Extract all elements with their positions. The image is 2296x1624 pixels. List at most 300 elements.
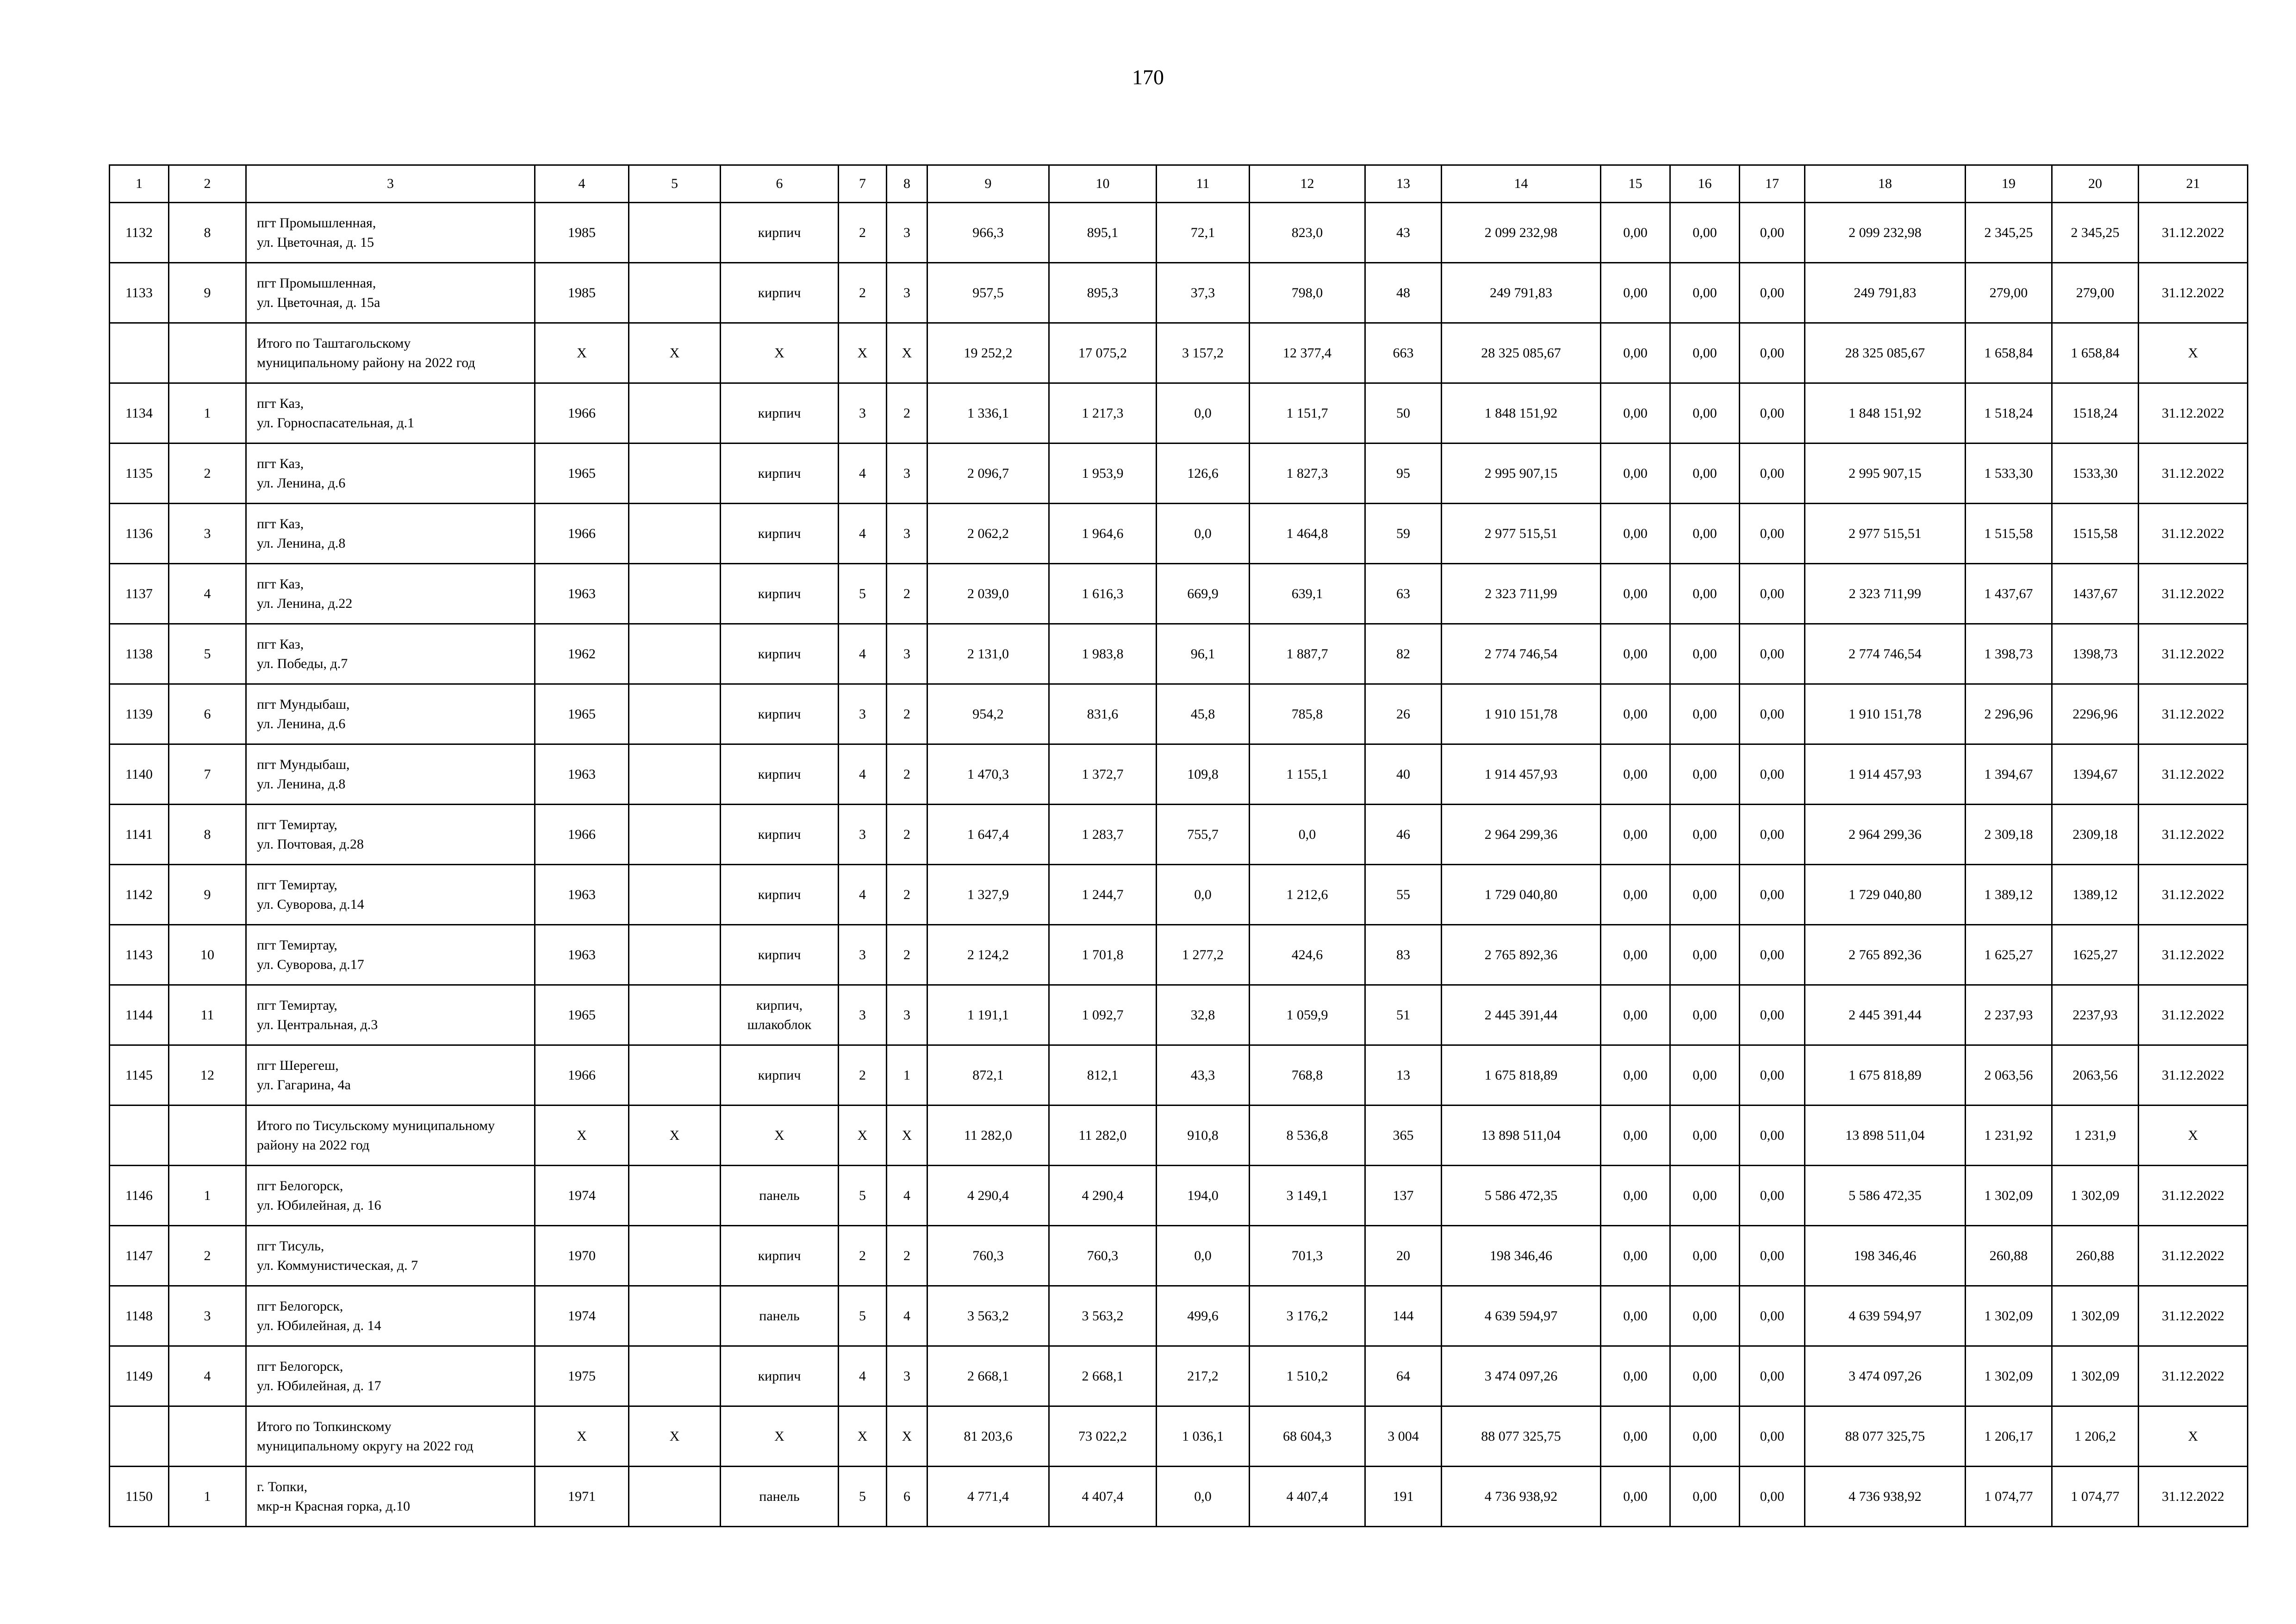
table-cell: X <box>629 1106 721 1166</box>
table-row <box>110 624 2248 684</box>
table-cell: 1149 <box>110 1346 169 1406</box>
table-cell <box>629 443 721 504</box>
table-cell: 0,00 <box>1670 1226 1740 1286</box>
table-cell: кирпич, шлакоблок <box>721 985 839 1045</box>
table-cell: 2 237,93 <box>1966 985 2052 1045</box>
table-cell: X <box>629 323 721 383</box>
table-cell: 1974 <box>535 1286 629 1346</box>
table-cell: X <box>839 1406 887 1467</box>
table-cell: 51 <box>1365 985 1442 1045</box>
table-cell: 4 290,4 <box>1049 1166 1157 1226</box>
table-cell: 2 096,7 <box>927 443 1049 504</box>
table-cell: 872,1 <box>927 1045 1049 1106</box>
table-cell: 2 <box>839 203 887 263</box>
table-cell: 0,00 <box>1740 865 1805 925</box>
table-cell: кирпич <box>721 865 839 925</box>
table-cell: 3 563,2 <box>927 1286 1049 1346</box>
table-cell: 1 302,09 <box>1966 1166 2052 1226</box>
table-cell: 2 964 299,36 <box>1805 805 1966 865</box>
table-row <box>110 925 2248 985</box>
table-cell: 0,00 <box>1670 985 1740 1045</box>
table-cell: 31.12.2022 <box>2139 1166 2248 1226</box>
table-cell: 5 586 472,35 <box>1442 1166 1601 1226</box>
table-cell: 1 206,2 <box>2052 1406 2139 1467</box>
table-cell: 4 639 594,97 <box>1805 1286 1966 1346</box>
table-cell: 1965 <box>535 985 629 1045</box>
table-cell: 260,88 <box>1966 1226 2052 1286</box>
table-cell: 0,00 <box>1601 805 1670 865</box>
table-cell: 0,00 <box>1670 1286 1740 1346</box>
table-cell: X <box>535 1406 629 1467</box>
table-cell: 1 372,7 <box>1049 744 1157 805</box>
table-cell: 2 <box>887 383 927 443</box>
table-cell: 31.12.2022 <box>2139 564 2248 624</box>
table-row <box>110 1045 2248 1106</box>
table-cell: 1966 <box>535 1045 629 1106</box>
table-cell <box>629 624 721 684</box>
table-cell: пгт Каз, ул. Победы, д.7 <box>246 624 535 684</box>
table-cell: X <box>721 1106 839 1166</box>
table-cell: 3 157,2 <box>1157 323 1250 383</box>
table-cell: 2 <box>169 443 246 504</box>
table-cell: 0,00 <box>1670 1166 1740 1226</box>
table-cell <box>629 504 721 564</box>
table-cell: 0,00 <box>1601 1346 1670 1406</box>
column-number-cell: 7 <box>839 165 887 203</box>
table-cell: 831,6 <box>1049 684 1157 744</box>
table-cell: 2 063,56 <box>1966 1045 2052 1106</box>
table-cell: 0,00 <box>1601 985 1670 1045</box>
table-cell: 11 282,0 <box>927 1106 1049 1166</box>
table-cell: 0,00 <box>1740 203 1805 263</box>
table-cell: 1 983,8 <box>1049 624 1157 684</box>
table-cell: кирпич <box>721 1226 839 1286</box>
table-cell: 1 398,73 <box>1966 624 2052 684</box>
table-cell: 4 736 938,92 <box>1442 1467 1601 1527</box>
table-cell: 1142 <box>110 865 169 925</box>
table-cell: пгт Промышленная, ул. Цветочная, д. 15а <box>246 263 535 323</box>
table-cell: 0,0 <box>1157 1467 1250 1527</box>
table-cell: 1 464,8 <box>1250 504 1365 564</box>
table-cell: 4 <box>887 1286 927 1346</box>
table-cell: 2309,18 <box>2052 805 2139 865</box>
table-cell: пгт Белогорск, ул. Юбилейная, д. 14 <box>246 1286 535 1346</box>
table-cell: 1 675 818,89 <box>1805 1045 1966 1106</box>
table-cell: 1 910 151,78 <box>1442 684 1601 744</box>
table-cell: 2 039,0 <box>927 564 1049 624</box>
table-row <box>110 263 2248 323</box>
table-cell: 137 <box>1365 1166 1442 1226</box>
table-cell: 5 <box>169 624 246 684</box>
table-cell: 2 <box>887 925 927 985</box>
table-cell: 46 <box>1365 805 1442 865</box>
table-cell: 2 062,2 <box>927 504 1049 564</box>
table-cell: 31.12.2022 <box>2139 684 2248 744</box>
table-cell: 17 075,2 <box>1049 323 1157 383</box>
table-cell: 2 765 892,36 <box>1442 925 1601 985</box>
table-cell: 1 910 151,78 <box>1805 684 1966 744</box>
table-cell: 0,0 <box>1157 383 1250 443</box>
table-cell: 760,3 <box>1049 1226 1157 1286</box>
table-row <box>110 564 2248 624</box>
table-cell: 2 323 711,99 <box>1805 564 1966 624</box>
table-cell: 2 296,96 <box>1966 684 2052 744</box>
table-cell: 1134 <box>110 383 169 443</box>
table-cell: Итого по Тисульскому муниципальному району на 2022 год <box>246 1106 535 1166</box>
table-cell: 1 206,17 <box>1966 1406 2052 1467</box>
table-cell: 2 668,1 <box>1049 1346 1157 1406</box>
table-cell: 0,00 <box>1601 1106 1670 1166</box>
table-cell: 6 <box>887 1467 927 1527</box>
table-cell: 0,00 <box>1670 1045 1740 1106</box>
table-cell: 249 791,83 <box>1805 263 1966 323</box>
table-cell: 1971 <box>535 1467 629 1527</box>
table-cell: 895,1 <box>1049 203 1157 263</box>
table-cell: панель <box>721 1166 839 1226</box>
table-cell: пгт Темиртау, ул. Почтовая, д.28 <box>246 805 535 865</box>
table-cell <box>629 1467 721 1527</box>
table-cell: 31.12.2022 <box>2139 1467 2248 1527</box>
table-cell: 1 092,7 <box>1049 985 1157 1045</box>
table-cell <box>629 684 721 744</box>
table-cell: 1139 <box>110 684 169 744</box>
table-row <box>110 1226 2248 1286</box>
table-cell: 1394,67 <box>2052 744 2139 805</box>
table-cell: 2 <box>887 805 927 865</box>
table-cell: 2 <box>887 865 927 925</box>
table-cell: 0,00 <box>1670 925 1740 985</box>
table-cell: 13 898 511,04 <box>1805 1106 1966 1166</box>
table-cell: 3 <box>887 1346 927 1406</box>
table-cell: кирпич <box>721 744 839 805</box>
table-cell: кирпич <box>721 383 839 443</box>
table-cell: 31.12.2022 <box>2139 443 2248 504</box>
table-cell: 0,00 <box>1670 203 1740 263</box>
table-cell: 4 <box>839 1346 887 1406</box>
table-cell: 5 <box>839 1166 887 1226</box>
table-cell: 31.12.2022 <box>2139 744 2248 805</box>
table-cell: X <box>2139 1406 2248 1467</box>
table-cell: 1137 <box>110 564 169 624</box>
register-table <box>109 164 2248 1527</box>
table-cell: 249 791,83 <box>1442 263 1601 323</box>
table-cell: пгт Шерегеш, ул. Гагарина, 4а <box>246 1045 535 1106</box>
table-cell: 144 <box>1365 1286 1442 1346</box>
table-cell <box>629 263 721 323</box>
table-cell: 1 914 457,93 <box>1442 744 1601 805</box>
table-cell: 2 099 232,98 <box>1442 203 1601 263</box>
table-row <box>110 684 2248 744</box>
table-cell: 96,1 <box>1157 624 1250 684</box>
table-cell: 812,1 <box>1049 1045 1157 1106</box>
table-cell: пгт Каз, ул. Ленина, д.6 <box>246 443 535 504</box>
table-cell: 0,00 <box>1740 564 1805 624</box>
table-cell <box>629 1045 721 1106</box>
table-cell: 4 771,4 <box>927 1467 1049 1527</box>
table-cell: 31.12.2022 <box>2139 985 2248 1045</box>
table-cell: 1 887,7 <box>1250 624 1365 684</box>
table-cell: 1 302,09 <box>1966 1346 2052 1406</box>
table-cell: 1 701,8 <box>1049 925 1157 985</box>
column-number-cell: 19 <box>1966 165 2052 203</box>
table-cell: 0,00 <box>1601 865 1670 925</box>
table-cell: 0,00 <box>1601 443 1670 504</box>
table-cell <box>629 865 721 925</box>
table-cell: кирпич <box>721 263 839 323</box>
table-cell: 0,00 <box>1670 504 1740 564</box>
table-cell: 1 151,7 <box>1250 383 1365 443</box>
table-cell <box>629 805 721 865</box>
table-cell: 28 325 085,67 <box>1805 323 1966 383</box>
table-cell: 1985 <box>535 203 629 263</box>
table-cell: 9 <box>169 263 246 323</box>
table-cell: X <box>839 1106 887 1166</box>
table-cell: 5 <box>839 564 887 624</box>
table-cell: 1 <box>169 1467 246 1527</box>
table-cell: 0,00 <box>1601 1226 1670 1286</box>
table-cell: 11 282,0 <box>1049 1106 1157 1166</box>
table-cell: 2 <box>887 744 927 805</box>
table-cell: 768,8 <box>1250 1045 1365 1106</box>
column-number-cell: 13 <box>1365 165 1442 203</box>
table-cell: 4 <box>839 744 887 805</box>
table-cell: 0,00 <box>1601 1406 1670 1467</box>
table-cell: 954,2 <box>927 684 1049 744</box>
table-cell: 3 <box>887 203 927 263</box>
table-cell: 1 647,4 <box>927 805 1049 865</box>
table-cell: 1 533,30 <box>1966 443 2052 504</box>
table-cell: 1389,12 <box>2052 865 2139 925</box>
table-cell: 895,3 <box>1049 263 1157 323</box>
table-cell: 88 077 325,75 <box>1805 1406 1966 1467</box>
table-cell: X <box>2139 323 2248 383</box>
table-cell: 0,00 <box>1740 504 1805 564</box>
table-cell: 31.12.2022 <box>2139 1045 2248 1106</box>
table-cell: панель <box>721 1467 839 1527</box>
table-cell: пгт Темиртау, ул. Центральная, д.3 <box>246 985 535 1045</box>
table-cell: 1 191,1 <box>927 985 1049 1045</box>
table-cell: 0,00 <box>1601 624 1670 684</box>
table-cell: X <box>721 323 839 383</box>
table-cell: 2063,56 <box>2052 1045 2139 1106</box>
column-number-cell: 21 <box>2139 165 2248 203</box>
table-cell: 198 346,46 <box>1442 1226 1601 1286</box>
table-cell: 194,0 <box>1157 1166 1250 1226</box>
table-cell: 1 074,77 <box>1966 1467 2052 1527</box>
table-cell: 1398,73 <box>2052 624 2139 684</box>
table-cell: 910,8 <box>1157 1106 1250 1166</box>
table-cell: X <box>887 1106 927 1166</box>
table-cell: панель <box>721 1286 839 1346</box>
table-cell: 2 <box>169 1226 246 1286</box>
table-cell: 43 <box>1365 203 1442 263</box>
column-number-cell: 10 <box>1049 165 1157 203</box>
table-cell: 0,0 <box>1157 1226 1250 1286</box>
table-cell: 5 <box>839 1467 887 1527</box>
table-cell: 3 <box>887 624 927 684</box>
table-cell: 0,00 <box>1601 1286 1670 1346</box>
table-cell: 1148 <box>110 1286 169 1346</box>
table-cell <box>169 1406 246 1467</box>
table-cell: 669,9 <box>1157 564 1250 624</box>
table-cell: 2 323 711,99 <box>1442 564 1601 624</box>
table-cell: 2 309,18 <box>1966 805 2052 865</box>
table-cell <box>629 925 721 985</box>
table-cell: 1 515,58 <box>1966 504 2052 564</box>
table-cell <box>629 1166 721 1226</box>
table-cell: Итого по Таштагольскому муниципальному району на 2022 год <box>246 323 535 383</box>
table-cell: 2 <box>887 564 927 624</box>
table-cell: 0,00 <box>1601 504 1670 564</box>
table-cell: 0,00 <box>1670 443 1740 504</box>
table-cell <box>629 1226 721 1286</box>
table-cell: 0,00 <box>1601 323 1670 383</box>
table-cell: 45,8 <box>1157 684 1250 744</box>
table-cell: 1138 <box>110 624 169 684</box>
table-cell: 48 <box>1365 263 1442 323</box>
table-cell: 32,8 <box>1157 985 1250 1045</box>
column-number-cell: 1 <box>110 165 169 203</box>
table-cell: 20 <box>1365 1226 1442 1286</box>
table-cell: 1145 <box>110 1045 169 1106</box>
table-cell: 198 346,46 <box>1805 1226 1966 1286</box>
column-number-cell: 5 <box>629 165 721 203</box>
table-cell: 37,3 <box>1157 263 1250 323</box>
table-cell: 4 <box>887 1166 927 1226</box>
table-cell: 43,3 <box>1157 1045 1250 1106</box>
table-cell: 2 765 892,36 <box>1805 925 1966 985</box>
table-cell: 2 <box>887 1226 927 1286</box>
table-cell: 1 036,1 <box>1157 1406 1250 1467</box>
table-cell: 1146 <box>110 1166 169 1226</box>
table-cell: 2 995 907,15 <box>1442 443 1601 504</box>
table-cell: 3 176,2 <box>1250 1286 1365 1346</box>
column-number-cell: 6 <box>721 165 839 203</box>
table-cell: 19 252,2 <box>927 323 1049 383</box>
table-cell: 31.12.2022 <box>2139 1346 2248 1406</box>
table-cell: 0,0 <box>1157 504 1250 564</box>
table-cell: 1 625,27 <box>1966 925 2052 985</box>
table-cell: 0,00 <box>1740 925 1805 985</box>
table-cell: 2 445 391,44 <box>1442 985 1601 1045</box>
table-cell: 4 <box>169 1346 246 1406</box>
table-cell: 0,00 <box>1601 1045 1670 1106</box>
table-cell: 785,8 <box>1250 684 1365 744</box>
table-cell: 55 <box>1365 865 1442 925</box>
column-number-cell: 2 <box>169 165 246 203</box>
table-cell: 957,5 <box>927 263 1049 323</box>
table-cell: 1 217,3 <box>1049 383 1157 443</box>
table-cell: 191 <box>1365 1467 1442 1527</box>
table-cell: 499,6 <box>1157 1286 1250 1346</box>
table-cell: 1 953,9 <box>1049 443 1157 504</box>
table-cell: пгт Промышленная, ул. Цветочная, д. 15 <box>246 203 535 263</box>
table-cell: 3 <box>887 504 927 564</box>
table-row <box>110 203 2248 263</box>
table-cell: 4 <box>839 624 887 684</box>
table-cell: 4 639 594,97 <box>1442 1286 1601 1346</box>
table-cell: 1141 <box>110 805 169 865</box>
table-cell: 1 964,6 <box>1049 504 1157 564</box>
column-number-cell: 8 <box>887 165 927 203</box>
table-row <box>110 443 2248 504</box>
table-cell <box>629 564 721 624</box>
table-cell: 4 407,4 <box>1049 1467 1157 1527</box>
table-cell: 1 848 151,92 <box>1805 383 1966 443</box>
table-cell: 0,00 <box>1670 383 1740 443</box>
table-cell: 2 <box>839 263 887 323</box>
table-cell: 2 <box>839 1226 887 1286</box>
table-cell: 1 231,9 <box>2052 1106 2139 1166</box>
table-cell: 1 336,1 <box>927 383 1049 443</box>
table-cell: 760,3 <box>927 1226 1049 1286</box>
table-cell: 0,00 <box>1670 1106 1740 1166</box>
table-cell: 0,0 <box>1250 805 1365 865</box>
table-cell: 2 977 515,51 <box>1805 504 1966 564</box>
table-cell: 4 736 938,92 <box>1805 1467 1966 1527</box>
table-cell: 1 302,09 <box>2052 1286 2139 1346</box>
table-cell: 31.12.2022 <box>2139 383 2248 443</box>
table-cell: 50 <box>1365 383 1442 443</box>
table-cell: 7 <box>169 744 246 805</box>
table-cell: 72,1 <box>1157 203 1250 263</box>
table-cell: 0,00 <box>1740 985 1805 1045</box>
table-cell <box>629 383 721 443</box>
column-number-cell: 14 <box>1442 165 1601 203</box>
table-cell: 3 <box>839 985 887 1045</box>
table-cell: 1 848 151,92 <box>1442 383 1601 443</box>
table-cell: кирпич <box>721 684 839 744</box>
table-cell <box>629 744 721 805</box>
table-cell: 31.12.2022 <box>2139 865 2248 925</box>
table-cell: 1 389,12 <box>1966 865 2052 925</box>
table-cell: 73 022,2 <box>1049 1406 1157 1467</box>
column-number-cell: 15 <box>1601 165 1670 203</box>
table-cell: 1533,30 <box>2052 443 2139 504</box>
table-cell: 4 <box>839 443 887 504</box>
table-cell: 1 658,84 <box>2052 323 2139 383</box>
column-number-cell: 11 <box>1157 165 1250 203</box>
table-cell: 1 244,7 <box>1049 865 1157 925</box>
table-cell: 1 394,67 <box>1966 744 2052 805</box>
table-cell: 966,3 <box>927 203 1049 263</box>
table-cell: 8 <box>169 805 246 865</box>
table-cell: 0,00 <box>1740 1045 1805 1106</box>
table-cell: 40 <box>1365 744 1442 805</box>
table-cell: 1140 <box>110 744 169 805</box>
column-number-cell: 3 <box>246 165 535 203</box>
table-cell: 1 518,24 <box>1966 383 2052 443</box>
table-cell: 1 302,09 <box>2052 1166 2139 1226</box>
table-row <box>110 865 2248 925</box>
table-cell: 4 <box>839 504 887 564</box>
table-cell: 1985 <box>535 263 629 323</box>
table-cell: 1150 <box>110 1467 169 1527</box>
table-row <box>110 1286 2248 1346</box>
table-cell: 3 004 <box>1365 1406 1442 1467</box>
table-cell: 2296,96 <box>2052 684 2139 744</box>
table-cell: 1966 <box>535 383 629 443</box>
table-cell: 4 <box>169 564 246 624</box>
table-cell: 1143 <box>110 925 169 985</box>
register-table-container <box>109 164 2248 1527</box>
table-cell: 9 <box>169 865 246 925</box>
table-cell: 2 345,25 <box>1966 203 2052 263</box>
table-cell: 1962 <box>535 624 629 684</box>
table-cell: 1 437,67 <box>1966 564 2052 624</box>
table-cell: 6 <box>169 684 246 744</box>
table-cell: 1 212,6 <box>1250 865 1365 925</box>
